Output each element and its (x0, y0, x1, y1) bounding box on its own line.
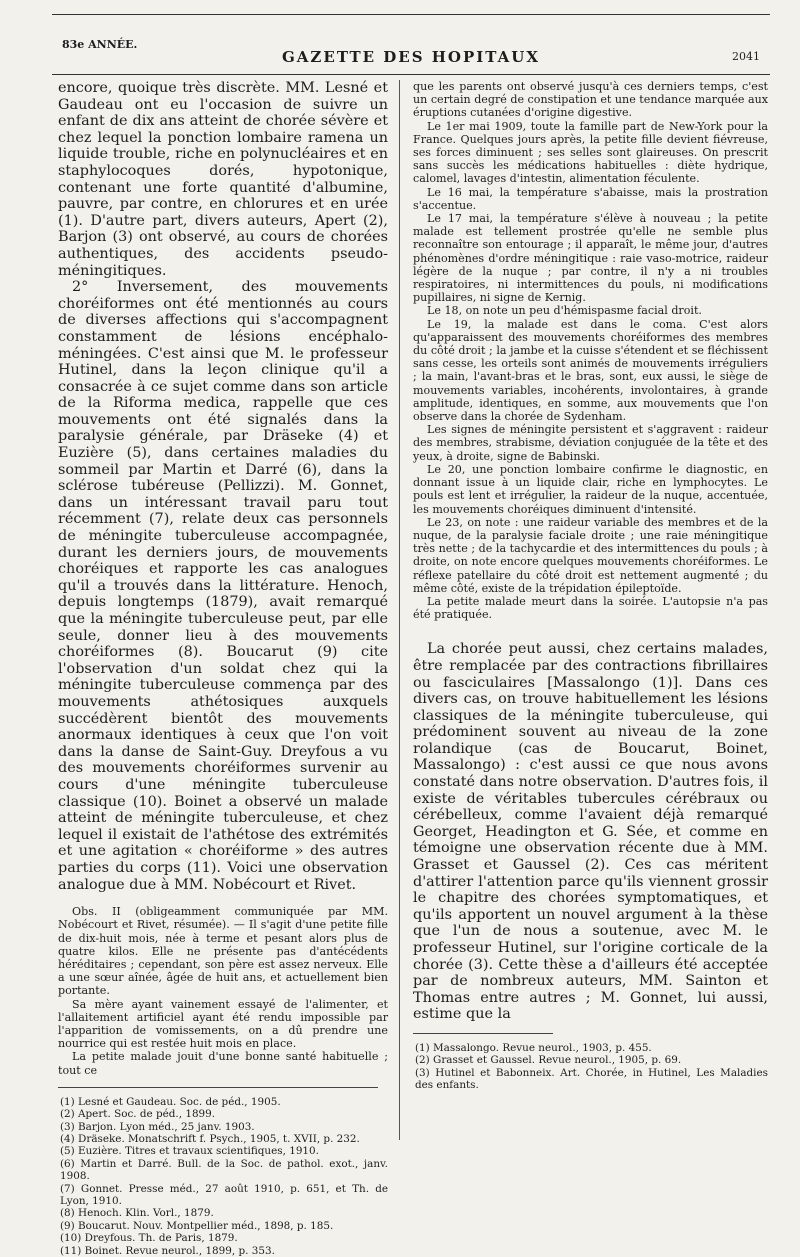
observation-paragraph: que les parents ont observé jusqu'à ces derniers temps, c'est un certain degré de constipation et une tendance marquée aux éruptions cutanées d'origine digestive. (413, 80, 768, 120)
footnote: (9) Boucarut. Nouv. Montpellier méd., 1898, p. 185. (60, 1219, 334, 1232)
footnote: (1) Massalongo. Revue neurol., 1903, p. 455. (415, 1041, 652, 1054)
body-paragraph: encore, quoique très discrète. MM. Lesné et Gaudeau ont eu l'occasion de suivre un enfant de dix ans atteint de chorée sévère et chez lequel la ponction lombaire ramena un liquide trouble, riche en polynucléaires et en staphylocoques dorés, hypotonique, contenant une forte quantité d'albumine, pauvre, par contre, en chlorures et en urée (1). D'autre part, divers auteurs, Apert (2), Barjon (3) ont observé, au cours de chorées authentiques, des accidents pseudo-méningitiques. (58, 80, 388, 279)
observation-paragraph: Le 23, on note : une raideur variable des membres et de la nuque, de la paralysie faciale droite ; une raie méningitique très nette ; de la tachycardie et des intermittences du pouls ; à droite, on note encore quelques mouvements choréiformes. Le réflexe patellaire du côté droit est nettement augmenté ; du même côté, existe de la trépidation épileptoïde. (413, 515, 768, 595)
footnote: (8) Henoch. Klin. Vorl., 1879. (60, 1207, 214, 1220)
header-rule (52, 74, 770, 75)
footnote: (10) Dreyfous. Th. de Paris, 1879. (60, 1232, 238, 1245)
page-header (52, 20, 770, 76)
footnote: (2) Apert. Soc. de péd., 1899. (60, 1108, 216, 1121)
observation-paragraph: Les signes de méningite persistent et s'aggravent : raideur des membres, strabisme, déviation conjuguée de la tête et des yeux, à droite, signe de Babinski. (413, 423, 768, 463)
observation-paragraph: Le 17 mai, la température s'élève à nouveau ; la petite malade est tellement prostrée qu'elle ne semble plus reconnaître son entourage ; il apparaît, le même jour, d'autres phénomènes d'ordre méningitique : raie vaso-motrice, raideur légère de la nuque ; par contre, il n'y a ni troubles respiratoires, ni intermittences du pouls, ni modifications pupillaires, ni signe de Kernig. (413, 212, 768, 305)
observation-paragraph: Le 19, la malade est dans le coma. C'est alors qu'apparaissent des mouvements choréiformes des membres du côté droit ; la jambe et la cuisse s'étendent et se fléchissent sans cesse, les orteils sont animés de mouvements irréguliers ; la main, l'avant-bras et le bras, sont, eux aussi, le siège de mouvements variables, incohérents, involontaires, à grande amplitude, identiques, en somme, aux mouvements que l'on observe dans la chorée de Sydenham. (413, 317, 768, 424)
observation-paragraph: Sa mère ayant vainement essayé de l'alimenter, et l'allaitement artificiel ayant été rendu impossible par l'apparition de vomissements, on a dû prendre une nourrice qui est restée huit mois en place. (58, 997, 388, 1051)
footnote: (2) Grasset et Gaussel. Revue neurol., 1905, p. 69. (415, 1054, 682, 1067)
observation-paragraph: La petite malade jouit d'une bonne santé habituelle ; tout ce (58, 1050, 388, 1077)
footnote: (3) Hutinel et Babonneix. Art. Chorée, in Hutinel, Les Maladies des enfants. (415, 1066, 768, 1092)
column-divider (399, 80, 400, 1140)
page-number: 2041 (732, 50, 760, 63)
footnote: (5) Euzière. Titres et travaux scientifiques, 1910. (60, 1145, 319, 1158)
top-rule (52, 14, 770, 15)
observation-paragraph: Le 16 mai, la température s'abaisse, mais la prostration s'accentue. (413, 185, 768, 212)
observation-paragraph: Le 20, une ponction lombaire confirme le diagnostic, en donnant issue à un liquide clair, riche en lymphocytes. Le pouls est lent et irrégulier, la raideur de la nuque, accentuée, les mouvements choréiques diminuent d'intensité. (413, 462, 768, 516)
left-column (58, 80, 388, 1257)
body-paragraph: La chorée peut aussi, chez certains malades, être remplacée par des contractions fibrillaires ou fasciculaires [Massalongo (1)]. Dans ces divers cas, on trouve habituellement les lésions classiques de la méningite tuberculeuse, qui prédominent souvent au niveau de la zone rolandique (cas de Boucarut, Boinet, Massalongo) : c'est aussi ce que nous avons constaté dans notre observation. D'autres fois, il existe de véritables tubercules cérébraux ou cérébelleux, comme l'avaient déjà remarqué Georget, Headington et G. Sée, et comme en témoigne une observation récente due à MM. Grasset et Gaussel (2). Ces cas méritent d'attirer l'attention parce qu'ils viennent grossir le chapitre des chorées symptomatiques, et qu'ils apportent un nouvel argument à la thèse que l'un de nous a soutenue, avec M. le professeur Hutinel, sur l'origine corticale de la chorée (3). Cette thèse a d'ailleurs été acceptée par de nombreux auteurs, MM. Sainton et Thomas entre autres ; M. Gonnet, lui aussi, estime que la (413, 641, 768, 1023)
right-column (413, 80, 768, 1092)
footnote: (3) Barjon. Lyon méd., 25 janv. 1903. (60, 1120, 255, 1133)
footnote-rule (58, 1087, 378, 1088)
footnote: (4) Dräseke. Monatschrift f. Psych., 1905, t. XVII, p. 232. (60, 1132, 360, 1145)
footnote: (6) Martin et Darré. Bull. de la Soc. de pathol. exot., janv. 1908. (60, 1157, 388, 1183)
observation-paragraph: Le 18, on note un peu d'hémispasme facial droit. (427, 304, 702, 318)
body-paragraph: 2° Inversement, des mouvements choréiformes ont été mentionnés au cours de diverses affections qui s'accompagnent constamment de lésions encéphalo-méningées. C'est ainsi que M. le professeur Hutinel, dans la leçon clinique qu'il a consacrée à ce sujet comme dans son article de la Riforma medica, rappelle que ces mouvements ont été signalés dans la paralysie générale, par Dräseke (4) et Euzière (5), dans certaines maladies du sommeil par Martin et Darré (6), dans la sclérose tubéreuse (Pellizzi). M. Gonnet, dans un intéressant travail paru tout récemment (7), relate deux cas personnels de méningite tuberculeuse accompagnée, durant les derniers jours, de mouvements choréiques et rapporte les cas analogues qu'il a trouvés dans la littérature. Henoch, depuis longtemps (1879), avait remarqué que la méningite tuberculeuse peut, par elle seule, donner lieu à des mouvements choréiformes (8). Boucarut (9) cite l'observation d'un soldat chez qui la méningite tuberculeuse commença par des mouvements athétosiques auxquels succédèrent bientôt des mouvements anormaux identiques à ceux que l'on voit dans la danse de Saint-Guy. Dreyfous a vu des mouvements choréiformes survenir au cours d'une méningite tuberculeuse classique (10). Boinet a observé un malade atteint de méningite tuberculeuse, et chez lequel il existait de l'athétose des extrémités et une agitation « choréiforme » des autres parties du corps (11). Voici une observation analogue due à MM. Nobécourt et Rivet. (58, 279, 388, 893)
observation-paragraph: Obs. II (obligeamment communiquée par MM. Nobécourt et Rivet, résumée). — Il s'agit d'une petite fille de dix-huit mois, née à terme et pesant alors plus de quatre kilos. Elle ne présente pas d'antécédents héréditaires ; cependant, son père est assez nerveux. Elle a une sœur aînée, âgée de huit ans, et actuellement bien portante. (58, 905, 388, 998)
footnote: (11) Boinet. Revue neurol., 1899, p. 353. (60, 1244, 275, 1257)
footnote: (1) Lesné et Gaudeau. Soc. de péd., 1905. (60, 1095, 281, 1108)
observation-paragraph: La petite malade meurt dans la soirée. L'autopsie n'a pas été pratiquée. (413, 594, 768, 622)
footnotes (58, 1096, 388, 1257)
footnotes (413, 1042, 768, 1092)
footnote: (7) Gonnet. Presse méd., 27 août 1910, p. 651, et Th. de Lyon, 1910. (60, 1182, 388, 1207)
year-label: 83e ANNÉE. (62, 38, 138, 51)
footnote-rule (413, 1033, 553, 1034)
journal-title: GAZETTE DES HOPITAUX (281, 48, 540, 66)
observation-paragraph: Le 1er mai 1909, toute la famille part de New-York pour la France. Quelques jours après, la petite fille devient fiévreuse, ses forces diminuent ; ses selles sont glaireuses. On prescrit sans succès les médications habituelles : diète hydrique, calomel, lavages d'intestin, alimentation féculente. (413, 119, 768, 186)
